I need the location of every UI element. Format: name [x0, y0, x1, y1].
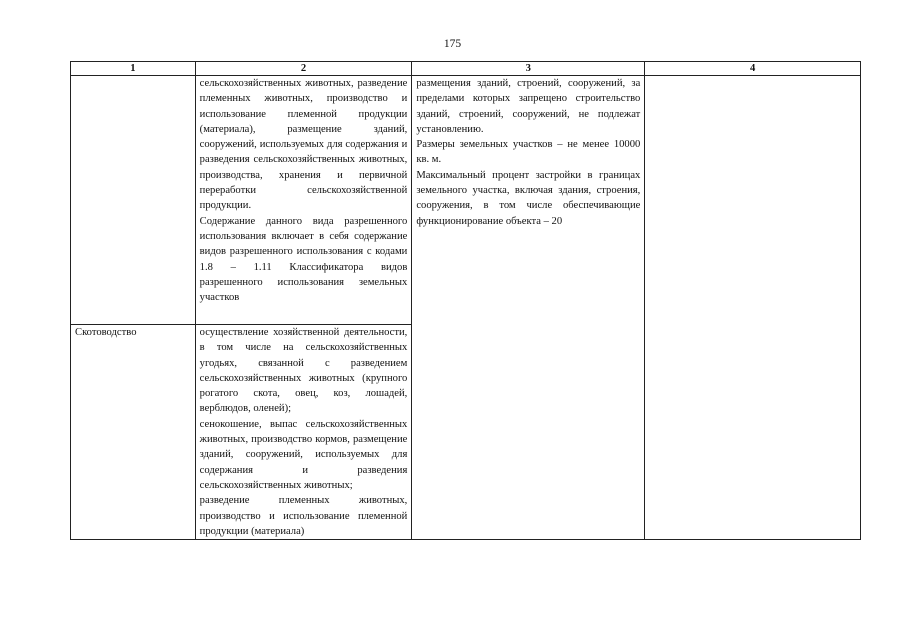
zoning-table [70, 61, 861, 540]
description-paragraph: сельскохозяйственных животных, разведение племенных животных, производство и использование племенной продукции (материала), размещение зданий, сооружений, используемых для содержания и разведения сельскохозяйственных животных, производства, хранения и первичной переработки сельскохозяйственной продукции. [199, 78, 408, 212]
parameters-paragraph: Размеры земельных участков – не менее 10000 кв. м. [416, 139, 641, 166]
cell-use-name: Скотоводство [71, 325, 196, 540]
description-paragraph: разведение племенных животных, производство и использование племенной продукции (материала) [199, 495, 408, 537]
cell-restrictions [645, 76, 861, 540]
description-paragraph: осуществление хозяйственной деятельности, в том числе на сельскохозяйственных угодьях, связанной с разведением сельскохозяйственных животных (крупного рогатого скота, овец, коз, лошадей, верблюдов, оленей); [199, 327, 408, 415]
description-paragraph: сенокошение, выпас сельскохозяйственных животных, производство кормов, размещение зданий, сооружений, используемых для содержания и разведения сельскохозяйственных животных; [199, 418, 408, 491]
cell-parameters [412, 76, 645, 540]
header-row [71, 62, 861, 76]
cell-use-description [195, 325, 412, 540]
column-header-3: 3 [412, 62, 645, 76]
cell-use-name [71, 76, 196, 325]
cell-use-description [195, 76, 412, 325]
column-header-4: 4 [645, 62, 861, 76]
table-row [71, 76, 861, 325]
column-header-2: 2 [195, 62, 412, 76]
description-paragraph: Содержание данного вида разрешенного использования включает в себя содержание видов разрешенного использования с кодами 1.8 – 1.11 Классификатора видов разрешенного использования земельных участков [199, 215, 408, 304]
parameters-paragraph: размещения зданий, строений, сооружений, за пределами которых запрещено строительство зданий, строений, сооружений, не подлежат установлению. [416, 78, 641, 135]
column-header-1: 1 [71, 62, 196, 76]
parameters-paragraph: Максимальный процент застройки в границах земельного участка, включая здания, строения, сооружения, в том числе обеспечивающие функционирование объекта – 20 [416, 169, 641, 227]
page-number: 175 [443, 38, 462, 50]
